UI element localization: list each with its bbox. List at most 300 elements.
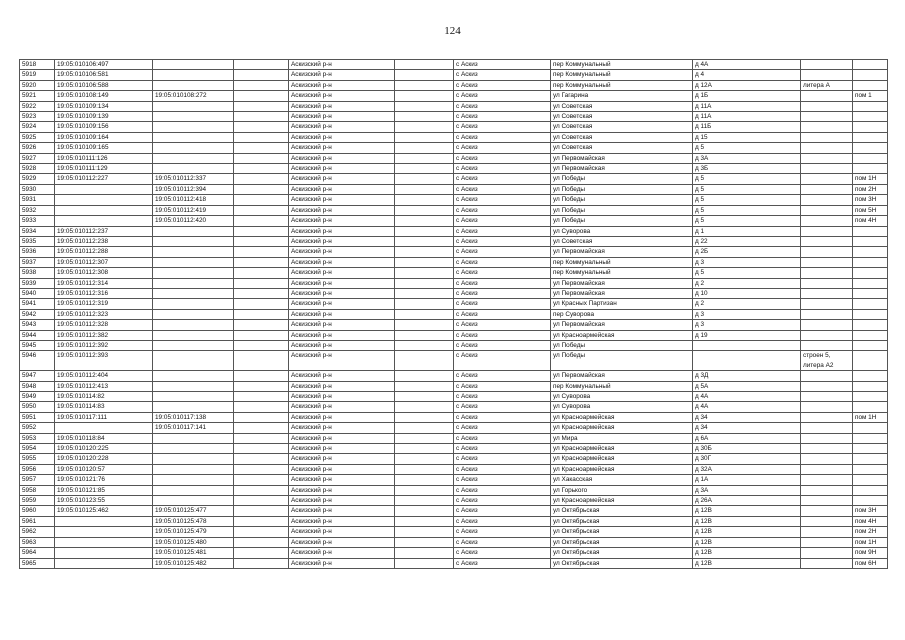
cell-street: ул Красноармейская bbox=[551, 496, 693, 506]
cell-sub-cadastral-number bbox=[153, 112, 234, 122]
cell-settlement: с Аскиз bbox=[454, 381, 551, 391]
cell-cadastral-number: 19:05:010112:314 bbox=[55, 278, 153, 288]
cell-building-note bbox=[801, 537, 853, 547]
cell-row-number: 5961 bbox=[20, 516, 55, 526]
cell-district: Аскизский р-н bbox=[289, 132, 395, 142]
cell-sub-cadastral-number bbox=[153, 257, 234, 267]
cell-premises bbox=[853, 351, 888, 371]
cell-district: Аскизский р-н bbox=[289, 101, 395, 111]
cell-settlement: с Аскиз bbox=[454, 153, 551, 163]
cell-sub-cadastral-number bbox=[153, 381, 234, 391]
cell-house: д 30Б bbox=[693, 444, 801, 454]
cell-cadastral-number: 19:05:010112:393 bbox=[55, 351, 153, 371]
cell-cadastral-number: 19:05:010112:319 bbox=[55, 299, 153, 309]
cell-building-note bbox=[801, 70, 853, 80]
cell-blank-column bbox=[234, 402, 289, 412]
cell-building-note bbox=[801, 309, 853, 319]
cell-premises bbox=[853, 330, 888, 340]
cell-district: Аскизский р-н bbox=[289, 527, 395, 537]
cell-house: д 34 bbox=[693, 412, 801, 422]
cell-blank-column-2 bbox=[395, 226, 454, 236]
cell-street: ул Гагарина bbox=[551, 91, 693, 101]
cell-premises: пом 1 bbox=[853, 91, 888, 101]
cell-district: Аскизский р-н bbox=[289, 184, 395, 194]
cell-street: ул Победы bbox=[551, 184, 693, 194]
cell-settlement: с Аскиз bbox=[454, 330, 551, 340]
cell-row-number: 5963 bbox=[20, 537, 55, 547]
cell-house: д 12В bbox=[693, 527, 801, 537]
cell-building-note bbox=[801, 226, 853, 236]
cell-row-number: 5932 bbox=[20, 205, 55, 215]
cell-settlement: с Аскиз bbox=[454, 433, 551, 443]
cell-premises bbox=[853, 143, 888, 153]
cell-premises: пом 4Н bbox=[853, 216, 888, 226]
cell-street: ул Октябрьская bbox=[551, 506, 693, 516]
cell-blank-column-2 bbox=[395, 444, 454, 454]
cell-cadastral-number: 19:05:010108:149 bbox=[55, 91, 153, 101]
table-row bbox=[20, 537, 888, 547]
cell-sub-cadastral-number bbox=[153, 444, 234, 454]
cell-row-number: 5930 bbox=[20, 184, 55, 194]
cell-blank-column-2 bbox=[395, 278, 454, 288]
cell-street: ул Суворова bbox=[551, 392, 693, 402]
cell-sub-cadastral-number: 19:05:010125:481 bbox=[153, 548, 234, 558]
table-row bbox=[20, 288, 888, 298]
cell-settlement: с Аскиз bbox=[454, 91, 551, 101]
cell-street: ул Советская bbox=[551, 101, 693, 111]
cell-cadastral-number: 19:05:010120:228 bbox=[55, 454, 153, 464]
cell-premises bbox=[853, 164, 888, 174]
cell-premises bbox=[853, 381, 888, 391]
cell-blank-column bbox=[234, 268, 289, 278]
cell-settlement: с Аскиз bbox=[454, 392, 551, 402]
cell-row-number: 5928 bbox=[20, 164, 55, 174]
cell-building-note bbox=[801, 402, 853, 412]
table-row bbox=[20, 516, 888, 526]
cell-building-note bbox=[801, 485, 853, 495]
cell-district: Аскизский р-н bbox=[289, 537, 395, 547]
cell-blank-column bbox=[234, 174, 289, 184]
cell-cadastral-number: 19:05:010123:55 bbox=[55, 496, 153, 506]
cell-sub-cadastral-number: 19:05:010125:480 bbox=[153, 537, 234, 547]
cell-district: Аскизский р-н bbox=[289, 247, 395, 257]
cell-settlement: с Аскиз bbox=[454, 464, 551, 474]
cell-row-number: 5918 bbox=[20, 60, 55, 70]
cell-district: Аскизский р-н bbox=[289, 423, 395, 433]
cell-street: ул Советская bbox=[551, 122, 693, 132]
cell-blank-column-2 bbox=[395, 433, 454, 443]
cell-premises bbox=[853, 454, 888, 464]
cell-sub-cadastral-number: 19:05:010112:420 bbox=[153, 216, 234, 226]
cell-blank-column-2 bbox=[395, 143, 454, 153]
cell-cadastral-number: 19:05:010114:82 bbox=[55, 392, 153, 402]
cell-district: Аскизский р-н bbox=[289, 412, 395, 422]
cell-sub-cadastral-number: 19:05:010125:477 bbox=[153, 506, 234, 516]
cell-blank-column bbox=[234, 132, 289, 142]
cell-row-number: 5938 bbox=[20, 268, 55, 278]
cell-blank-column-2 bbox=[395, 174, 454, 184]
cell-sub-cadastral-number bbox=[153, 475, 234, 485]
cell-cadastral-number: 19:05:010112:237 bbox=[55, 226, 153, 236]
cell-blank-column bbox=[234, 516, 289, 526]
cell-sub-cadastral-number bbox=[153, 122, 234, 132]
cell-row-number: 5924 bbox=[20, 122, 55, 132]
cell-cadastral-number bbox=[55, 516, 153, 526]
cell-house: д 1 bbox=[693, 226, 801, 236]
table-row bbox=[20, 475, 888, 485]
table-row bbox=[20, 320, 888, 330]
cell-blank-column bbox=[234, 112, 289, 122]
cell-sub-cadastral-number bbox=[153, 278, 234, 288]
cell-row-number: 5960 bbox=[20, 506, 55, 516]
table-row bbox=[20, 247, 888, 257]
cell-district: Аскизский р-н bbox=[289, 340, 395, 350]
cell-house: д 3 bbox=[693, 320, 801, 330]
cell-row-number: 5931 bbox=[20, 195, 55, 205]
cell-cadastral-number: 19:05:010112:392 bbox=[55, 340, 153, 350]
cell-blank-column bbox=[234, 309, 289, 319]
cell-sub-cadastral-number: 19:05:010112:419 bbox=[153, 205, 234, 215]
cell-row-number: 5942 bbox=[20, 309, 55, 319]
cell-house: д 11А bbox=[693, 112, 801, 122]
cell-cadastral-number: 19:05:010112:413 bbox=[55, 381, 153, 391]
cell-blank-column-2 bbox=[395, 236, 454, 246]
cell-row-number: 5953 bbox=[20, 433, 55, 443]
cell-row-number: 5921 bbox=[20, 91, 55, 101]
cell-premises bbox=[853, 475, 888, 485]
cell-row-number: 5929 bbox=[20, 174, 55, 184]
cell-premises: пом 2Н bbox=[853, 184, 888, 194]
table-row bbox=[20, 268, 888, 278]
cell-house: д 5 bbox=[693, 174, 801, 184]
cell-settlement: с Аскиз bbox=[454, 423, 551, 433]
table-row bbox=[20, 70, 888, 80]
cell-street: пер Коммунальный bbox=[551, 60, 693, 70]
cell-premises bbox=[853, 226, 888, 236]
table-row bbox=[20, 351, 888, 371]
cell-cadastral-number bbox=[55, 548, 153, 558]
cell-street: ул Красноармейская bbox=[551, 444, 693, 454]
cell-building-note bbox=[801, 174, 853, 184]
cell-blank-column bbox=[234, 381, 289, 391]
cell-building-note bbox=[801, 205, 853, 215]
cell-street: ул Октябрьская bbox=[551, 548, 693, 558]
cell-cadastral-number: 19:05:010121:85 bbox=[55, 485, 153, 495]
cell-row-number: 5920 bbox=[20, 80, 55, 90]
cell-blank-column-2 bbox=[395, 330, 454, 340]
cell-district: Аскизский р-н bbox=[289, 216, 395, 226]
cell-building-note bbox=[801, 496, 853, 506]
cell-row-number: 5950 bbox=[20, 402, 55, 412]
cell-premises: пом 4Н bbox=[853, 516, 888, 526]
cell-district: Аскизский р-н bbox=[289, 309, 395, 319]
cell-row-number: 5927 bbox=[20, 153, 55, 163]
cell-house: д 11Б bbox=[693, 122, 801, 132]
cell-district: Аскизский р-н bbox=[289, 558, 395, 568]
cell-blank-column bbox=[234, 153, 289, 163]
cell-street: пер Суворова bbox=[551, 309, 693, 319]
cell-premises bbox=[853, 444, 888, 454]
cell-cadastral-number: 19:05:010109:165 bbox=[55, 143, 153, 153]
cell-building-note bbox=[801, 268, 853, 278]
cell-building-note bbox=[801, 91, 853, 101]
cell-street: пер Коммунальный bbox=[551, 70, 693, 80]
page-number: 124 bbox=[444, 25, 461, 37]
cell-blank-column-2 bbox=[395, 464, 454, 474]
cell-street: ул Победы bbox=[551, 340, 693, 350]
cell-house: д 22 bbox=[693, 236, 801, 246]
cell-blank-column-2 bbox=[395, 516, 454, 526]
table-row bbox=[20, 309, 888, 319]
cell-settlement: с Аскиз bbox=[454, 60, 551, 70]
cell-premises bbox=[853, 268, 888, 278]
cell-district: Аскизский р-н bbox=[289, 80, 395, 90]
cell-house: д 10 bbox=[693, 288, 801, 298]
cell-settlement: с Аскиз bbox=[454, 101, 551, 111]
cell-building-note bbox=[801, 381, 853, 391]
cell-street: ул Победы bbox=[551, 174, 693, 184]
cell-blank-column-2 bbox=[395, 423, 454, 433]
cell-settlement: с Аскиз bbox=[454, 164, 551, 174]
cell-settlement: с Аскиз bbox=[454, 70, 551, 80]
cell-cadastral-number bbox=[55, 527, 153, 537]
cell-house bbox=[693, 340, 801, 350]
cell-district: Аскизский р-н bbox=[289, 392, 395, 402]
cell-building-note bbox=[801, 527, 853, 537]
cell-district: Аскизский р-н bbox=[289, 236, 395, 246]
cell-row-number: 5934 bbox=[20, 226, 55, 236]
table-row bbox=[20, 340, 888, 350]
cell-blank-column-2 bbox=[395, 112, 454, 122]
cell-premises bbox=[853, 288, 888, 298]
cell-house: д 3Б bbox=[693, 164, 801, 174]
cell-house bbox=[693, 351, 801, 371]
cell-house: д 3 bbox=[693, 309, 801, 319]
table-row bbox=[20, 548, 888, 558]
cell-street: ул Октябрьская bbox=[551, 527, 693, 537]
cell-settlement: с Аскиз bbox=[454, 412, 551, 422]
cell-blank-column-2 bbox=[395, 247, 454, 257]
cell-building-note bbox=[801, 247, 853, 257]
cell-premises bbox=[853, 278, 888, 288]
cell-building-note bbox=[801, 464, 853, 474]
table-row bbox=[20, 433, 888, 443]
cell-sub-cadastral-number bbox=[153, 371, 234, 381]
cell-blank-column bbox=[234, 340, 289, 350]
cell-building-note bbox=[801, 558, 853, 568]
cell-premises bbox=[853, 392, 888, 402]
cell-house: д 3А bbox=[693, 485, 801, 495]
cell-blank-column bbox=[234, 444, 289, 454]
cell-district: Аскизский р-н bbox=[289, 444, 395, 454]
cell-street: ул Красноармейская bbox=[551, 330, 693, 340]
cell-district: Аскизский р-н bbox=[289, 485, 395, 495]
cell-settlement: с Аскиз bbox=[454, 122, 551, 132]
cell-sub-cadastral-number: 19:05:010117:138 bbox=[153, 412, 234, 422]
cell-blank-column-2 bbox=[395, 340, 454, 350]
cell-sub-cadastral-number bbox=[153, 392, 234, 402]
table-row bbox=[20, 330, 888, 340]
cell-row-number: 5940 bbox=[20, 288, 55, 298]
cell-district: Аскизский р-н bbox=[289, 548, 395, 558]
cell-sub-cadastral-number bbox=[153, 164, 234, 174]
cell-district: Аскизский р-н bbox=[289, 164, 395, 174]
cell-street: ул Горького bbox=[551, 485, 693, 495]
table-row bbox=[20, 454, 888, 464]
cell-blank-column bbox=[234, 392, 289, 402]
cell-building-note bbox=[801, 340, 853, 350]
cell-sub-cadastral-number bbox=[153, 402, 234, 412]
cell-settlement: с Аскиз bbox=[454, 475, 551, 485]
cell-district: Аскизский р-н bbox=[289, 381, 395, 391]
cell-sub-cadastral-number bbox=[153, 340, 234, 350]
cell-district: Аскизский р-н bbox=[289, 122, 395, 132]
cell-street: ул Первомайская bbox=[551, 288, 693, 298]
cell-premises: пом 9Н bbox=[853, 548, 888, 558]
cell-building-note bbox=[801, 320, 853, 330]
table-row bbox=[20, 153, 888, 163]
cell-premises bbox=[853, 70, 888, 80]
cell-blank-column-2 bbox=[395, 454, 454, 464]
cell-premises bbox=[853, 433, 888, 443]
cell-settlement: с Аскиз bbox=[454, 516, 551, 526]
cell-blank-column-2 bbox=[395, 268, 454, 278]
cell-premises bbox=[853, 496, 888, 506]
cell-blank-column bbox=[234, 371, 289, 381]
cell-district: Аскизский р-н bbox=[289, 205, 395, 215]
cell-cadastral-number: 19:05:010112:308 bbox=[55, 268, 153, 278]
cell-blank-column-2 bbox=[395, 412, 454, 422]
cell-premises: пом 3Н bbox=[853, 506, 888, 516]
cell-blank-column-2 bbox=[395, 257, 454, 267]
cell-street: ул Октябрьская bbox=[551, 537, 693, 547]
cell-sub-cadastral-number: 19:05:010117:141 bbox=[153, 423, 234, 433]
cell-sub-cadastral-number bbox=[153, 268, 234, 278]
cell-street: ул Победы bbox=[551, 351, 693, 371]
cell-sub-cadastral-number: 19:05:010125:478 bbox=[153, 516, 234, 526]
table-row bbox=[20, 236, 888, 246]
cell-street: ул Суворова bbox=[551, 226, 693, 236]
cell-row-number: 5955 bbox=[20, 454, 55, 464]
cell-building-note bbox=[801, 454, 853, 464]
cell-building-note bbox=[801, 330, 853, 340]
cell-premises bbox=[853, 257, 888, 267]
cell-building-note bbox=[801, 548, 853, 558]
cell-blank-column-2 bbox=[395, 101, 454, 111]
cell-settlement: с Аскиз bbox=[454, 226, 551, 236]
cell-house: д 12В bbox=[693, 506, 801, 516]
cell-sub-cadastral-number bbox=[153, 70, 234, 80]
cell-house: д 34 bbox=[693, 423, 801, 433]
cell-blank-column bbox=[234, 288, 289, 298]
table-row bbox=[20, 412, 888, 422]
table-row bbox=[20, 184, 888, 194]
cell-street: пер Коммунальный bbox=[551, 268, 693, 278]
cell-row-number: 5957 bbox=[20, 475, 55, 485]
cell-settlement: с Аскиз bbox=[454, 216, 551, 226]
cell-street: ул Первомайская bbox=[551, 320, 693, 330]
cell-premises bbox=[853, 299, 888, 309]
cell-sub-cadastral-number bbox=[153, 330, 234, 340]
cell-blank-column-2 bbox=[395, 475, 454, 485]
cell-settlement: с Аскиз bbox=[454, 80, 551, 90]
cell-blank-column bbox=[234, 485, 289, 495]
cell-house: д 12В bbox=[693, 516, 801, 526]
cell-house: д 4А bbox=[693, 60, 801, 70]
cell-blank-column-2 bbox=[395, 496, 454, 506]
cell-cadastral-number bbox=[55, 558, 153, 568]
cell-blank-column-2 bbox=[395, 60, 454, 70]
cell-blank-column-2 bbox=[395, 216, 454, 226]
cell-premises: пом 1Н bbox=[853, 174, 888, 184]
cell-street: ул Победы bbox=[551, 216, 693, 226]
cell-cadastral-number: 19:05:010109:139 bbox=[55, 112, 153, 122]
cell-street: ул Советская bbox=[551, 143, 693, 153]
cell-district: Аскизский р-н bbox=[289, 60, 395, 70]
cell-row-number: 5964 bbox=[20, 548, 55, 558]
cell-building-note bbox=[801, 122, 853, 132]
cell-building-note bbox=[801, 101, 853, 111]
registry-table bbox=[19, 59, 888, 569]
cell-blank-column-2 bbox=[395, 195, 454, 205]
cell-building-note bbox=[801, 60, 853, 70]
cell-premises bbox=[853, 423, 888, 433]
cell-house: д 2 bbox=[693, 299, 801, 309]
cell-cadastral-number: 19:05:010109:156 bbox=[55, 122, 153, 132]
cell-settlement: с Аскиз bbox=[454, 402, 551, 412]
cell-building-note bbox=[801, 288, 853, 298]
cell-sub-cadastral-number bbox=[153, 143, 234, 153]
cell-house: д 4А bbox=[693, 402, 801, 412]
cell-blank-column bbox=[234, 464, 289, 474]
cell-street: ул Октябрьская bbox=[551, 558, 693, 568]
cell-house: д 12В bbox=[693, 537, 801, 547]
table-row bbox=[20, 257, 888, 267]
cell-building-note bbox=[801, 164, 853, 174]
cell-sub-cadastral-number bbox=[153, 288, 234, 298]
table-row bbox=[20, 371, 888, 381]
cell-premises bbox=[853, 340, 888, 350]
cell-settlement: с Аскиз bbox=[454, 558, 551, 568]
cell-sub-cadastral-number bbox=[153, 101, 234, 111]
cell-blank-column bbox=[234, 475, 289, 485]
cell-blank-column-2 bbox=[395, 91, 454, 101]
cell-settlement: с Аскиз bbox=[454, 371, 551, 381]
cell-street: ул Суворова bbox=[551, 402, 693, 412]
cell-district: Аскизский р-н bbox=[289, 516, 395, 526]
cell-blank-column bbox=[234, 506, 289, 516]
cell-building-note bbox=[801, 423, 853, 433]
cell-settlement: с Аскиз bbox=[454, 268, 551, 278]
cell-premises: пом 6Н bbox=[853, 558, 888, 568]
cell-row-number: 5947 bbox=[20, 371, 55, 381]
cell-district: Аскизский р-н bbox=[289, 506, 395, 516]
cell-district: Аскизский р-н bbox=[289, 278, 395, 288]
cell-sub-cadastral-number: 19:05:010108:272 bbox=[153, 91, 234, 101]
table-row bbox=[20, 485, 888, 495]
cell-settlement: с Аскиз bbox=[454, 112, 551, 122]
cell-blank-column-2 bbox=[395, 153, 454, 163]
cell-blank-column-2 bbox=[395, 132, 454, 142]
cell-building-note bbox=[801, 392, 853, 402]
cell-house: д 12В bbox=[693, 558, 801, 568]
cell-row-number: 5939 bbox=[20, 278, 55, 288]
cell-blank-column bbox=[234, 216, 289, 226]
cell-blank-column bbox=[234, 80, 289, 90]
cell-street: ул Первомайская bbox=[551, 247, 693, 257]
table-row bbox=[20, 132, 888, 142]
cell-district: Аскизский р-н bbox=[289, 288, 395, 298]
